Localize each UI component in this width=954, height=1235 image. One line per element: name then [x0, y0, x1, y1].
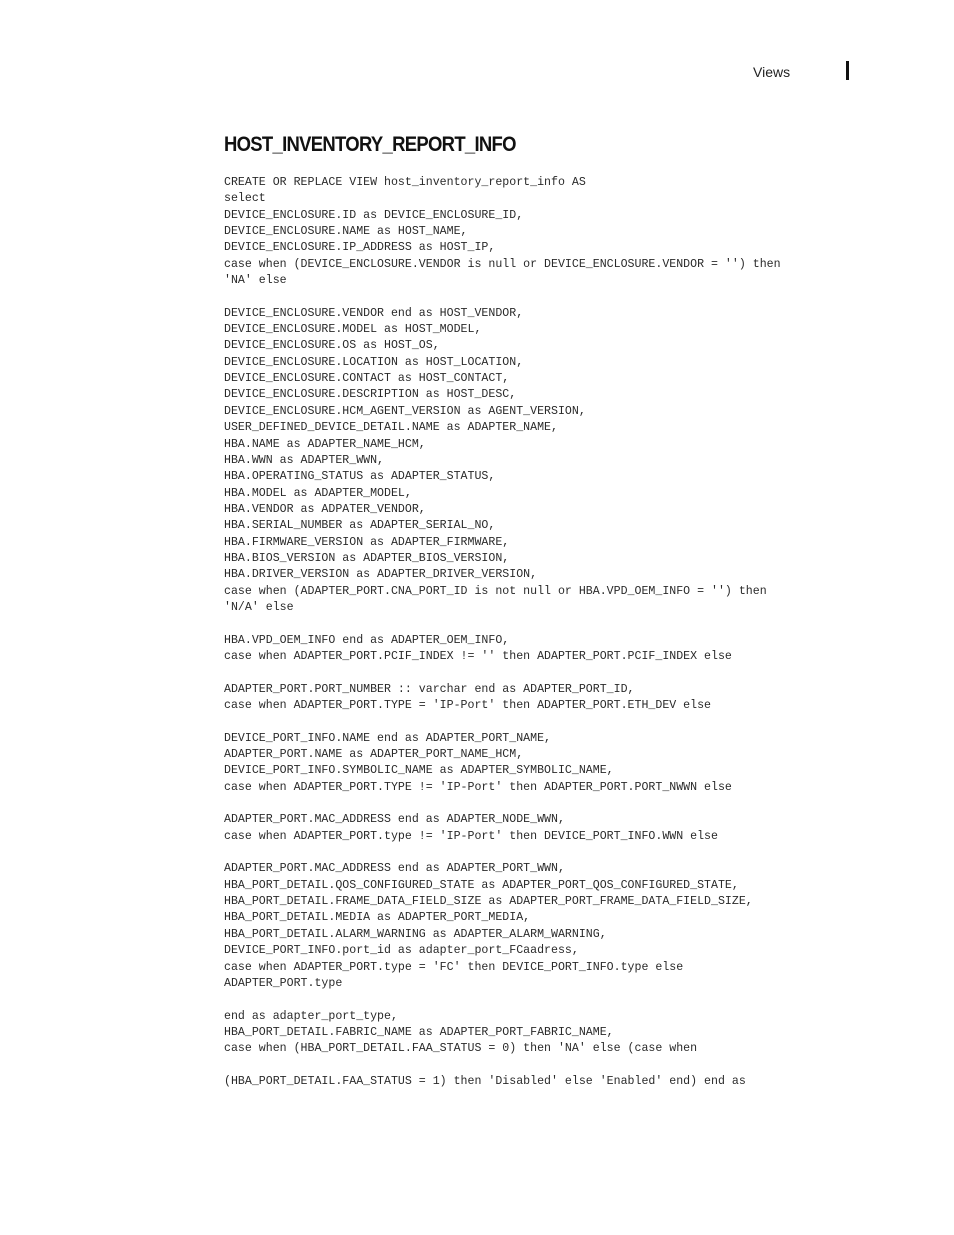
code-line: DEVICE_ENCLOSURE.CONTACT as HOST_CONTACT,	[224, 372, 510, 386]
code-line: HBA.BIOS_VERSION as ADAPTER_BIOS_VERSION,	[224, 551, 510, 565]
code-line: HBA.DRIVER_VERSION as ADAPTER_DRIVER_VERSION,	[224, 568, 538, 582]
code-line: HBA.SERIAL_NUMBER as ADAPTER_SERIAL_NO,	[224, 519, 496, 533]
code-line: DEVICE_ENCLOSURE.OS as HOST_OS,	[224, 339, 440, 353]
code-line	[224, 992, 884, 1008]
code-line: DEVICE_ENCLOSURE.VENDOR end as HOST_VENDOR,	[224, 306, 524, 320]
code-line: end as adapter_port_type,	[224, 1009, 398, 1023]
code-line	[224, 714, 884, 730]
code-line: DEVICE_ENCLOSURE.LOCATION as HOST_LOCATION,	[224, 355, 524, 369]
code-line: DEVICE_ENCLOSURE.IP_ADDRESS as HOST_IP,	[224, 241, 496, 255]
code-line: case when (DEVICE_ENCLOSURE.VENDOR is null or DEVICE_ENCLOSURE.VENDOR = '') then	[224, 257, 781, 271]
code-line: ADAPTER_PORT.type	[224, 976, 343, 990]
code-line: case when ADAPTER_PORT.type != 'IP-Port' then DEVICE_PORT_INFO.WWN else	[224, 829, 718, 843]
code-line: DEVICE_ENCLOSURE.DESCRIPTION as HOST_DESC,	[224, 388, 517, 402]
code-line: case when ADAPTER_PORT.TYPE = 'IP-Port' then ADAPTER_PORT.ETH_DEV else	[224, 699, 712, 712]
code-line: DEVICE_ENCLOSURE.HCM_AGENT_VERSION as AGENT_VERSION,	[224, 404, 586, 418]
code-line: select	[224, 192, 266, 206]
code-line: DEVICE_ENCLOSURE.NAME as HOST_NAME,	[224, 225, 468, 239]
code-line: HBA.VENDOR as ADPATER_VENDOR,	[224, 502, 426, 516]
code-line: (HBA_PORT_DETAIL.FAA_STATUS = 1) then 'Disabled' else 'Enabled' end) end as	[224, 1074, 746, 1088]
code-line: case when (ADAPTER_PORT.CNA_PORT_ID is not null or HBA.VPD_OEM_INFO = '') then	[224, 584, 767, 598]
code-line: HBA.VPD_OEM_INFO end as ADAPTER_OEM_INFO,	[224, 633, 510, 647]
code-line	[224, 289, 884, 305]
code-line: HBA.MODEL as ADAPTER_MODEL,	[224, 486, 412, 500]
code-line: HBA.NAME as ADAPTER_NAME_HCM,	[224, 437, 426, 451]
code-line: case when ADAPTER_PORT.PCIF_INDEX != '' then ADAPTER_PORT.PCIF_INDEX else	[224, 649, 732, 663]
sql-code-block	[224, 175, 884, 1090]
code-line: HBA_PORT_DETAIL.MEDIA as ADAPTER_PORT_MEDIA,	[224, 911, 531, 925]
code-line	[224, 665, 884, 681]
code-line: case when ADAPTER_PORT.TYPE != 'IP-Port' then ADAPTER_PORT.PORT_NWWN else	[224, 780, 732, 794]
code-line: CREATE OR REPLACE VIEW host_inventory_report_info AS	[224, 176, 586, 189]
code-line: 'NA' else	[224, 274, 287, 288]
code-line: case when ADAPTER_PORT.type = 'FC' then DEVICE_PORT_INFO.type else	[224, 960, 684, 974]
code-line: HBA_PORT_DETAIL.FRAME_DATA_FIELD_SIZE as ADAPTER_PORT_FRAME_DATA_FIELD_SIZE,	[224, 895, 753, 909]
code-line: HBA_PORT_DETAIL.QOS_CONFIGURED_STATE as ADAPTER_PORT_QOS_CONFIGURED_STATE,	[224, 878, 739, 892]
code-line	[224, 1058, 884, 1074]
code-line: DEVICE_ENCLOSURE.ID as DEVICE_ENCLOSURE_ID,	[224, 208, 524, 222]
code-line: case when (HBA_PORT_DETAIL.FAA_STATUS = 0) then 'NA' else (case when	[224, 1042, 698, 1056]
code-line: ADAPTER_PORT.NAME as ADAPTER_PORT_NAME_HCM,	[224, 748, 524, 762]
code-line: HBA.OPERATING_STATUS as ADAPTER_STATUS,	[224, 470, 496, 484]
code-line: HBA.FIRMWARE_VERSION as ADAPTER_FIRMWARE,	[224, 535, 510, 549]
code-line	[224, 616, 884, 632]
code-line: HBA_PORT_DETAIL.FABRIC_NAME as ADAPTER_PORT_FABRIC_NAME,	[224, 1025, 614, 1039]
code-line: ADAPTER_PORT.MAC_ADDRESS end as ADAPTER_NODE_WWN,	[224, 813, 565, 827]
page-title: HOST_INVENTORY_REPORT_INFO	[224, 133, 516, 156]
code-line: HBA.WWN as ADAPTER_WWN,	[224, 453, 385, 467]
code-line: USER_DEFINED_DEVICE_DETAIL.NAME as ADAPTER_NAME,	[224, 421, 558, 435]
code-line: DEVICE_PORT_INFO.SYMBOLIC_NAME as ADAPTER_SYMBOLIC_NAME,	[224, 764, 614, 778]
code-line: ADAPTER_PORT.MAC_ADDRESS end as ADAPTER_PORT_WWN,	[224, 862, 565, 876]
code-line	[224, 845, 884, 861]
code-line: DEVICE_PORT_INFO.NAME end as ADAPTER_PORT_NAME,	[224, 731, 551, 745]
code-line: DEVICE_ENCLOSURE.MODEL as HOST_MODEL,	[224, 323, 482, 337]
header-divider-bar	[846, 61, 849, 80]
code-line: ADAPTER_PORT.PORT_NUMBER :: varchar end as ADAPTER_PORT_ID,	[224, 682, 635, 696]
code-line: DEVICE_PORT_INFO.port_id as adapter_port_FCaadress,	[224, 944, 579, 958]
code-line	[224, 796, 884, 812]
code-line: HBA_PORT_DETAIL.ALARM_WARNING as ADAPTER_ALARM_WARNING,	[224, 927, 607, 941]
code-line: 'N/A' else	[224, 600, 294, 614]
running-header-section: Views	[753, 64, 791, 80]
